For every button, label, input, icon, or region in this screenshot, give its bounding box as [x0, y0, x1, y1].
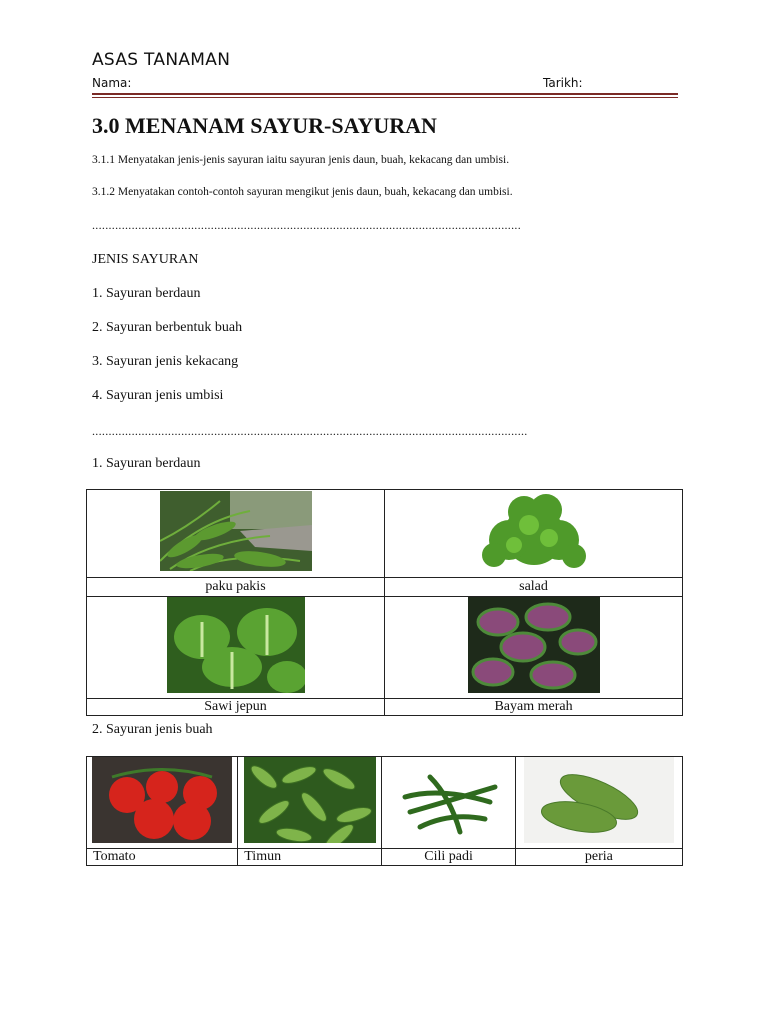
fern-photo — [160, 491, 312, 571]
section2-heading: 2. Sayuran jenis buah — [92, 722, 213, 737]
caption-cell: Cili padi — [382, 849, 515, 866]
caption-cell: paku pakis — [87, 578, 385, 597]
header-rule — [92, 93, 678, 95]
section1-heading: 1. Sayuran berdaun — [92, 456, 201, 471]
image-cell — [515, 757, 682, 849]
image-cell — [382, 757, 515, 849]
caption-cell: peria — [515, 849, 682, 866]
bitter-gourd-photo — [524, 757, 674, 843]
dotted-separator: .................................................................................................................................. — [92, 218, 521, 232]
lettuce-photo — [464, 490, 604, 572]
subject-title: ASAS TANAMAN — [92, 50, 231, 70]
objective-1: 3.1.1 Menyatakan jenis-jenis sayuran iaitu sayuran jenis daun, buah, kekacang dan umbisi. — [92, 154, 510, 166]
image-cell — [385, 490, 683, 578]
name-label: Nama: — [92, 76, 132, 90]
date-label: Tarikh: — [543, 76, 583, 90]
objective-2: 3.1.2 Menyatakan contoh-contoh sayuran mengikut jenis daun, buah, kekacang dan umbisi. — [92, 186, 513, 198]
caption-cell: Sawi jepun — [87, 699, 385, 716]
type-item: 3. Sayuran jenis kekacang — [92, 354, 239, 369]
bok-choy-photo — [167, 597, 305, 693]
chili-photo — [390, 757, 508, 843]
image-cell — [385, 597, 683, 699]
cucumber-photo — [244, 757, 376, 843]
image-cell — [238, 757, 382, 849]
caption-cell: salad — [385, 578, 683, 597]
leafy-vegetables-table — [86, 489, 683, 716]
caption-cell: Bayam merah — [385, 699, 683, 716]
dotted-separator: .................................................................................................................................... — [92, 424, 528, 438]
type-item: 2. Sayuran berbentuk buah — [92, 320, 243, 335]
image-cell — [87, 757, 238, 849]
fruit-vegetables-table — [86, 756, 683, 866]
tomato-photo — [92, 757, 232, 843]
type-item: 4. Sayuran jenis umbisi — [92, 388, 224, 403]
caption-cell: Tomato — [87, 849, 238, 866]
types-heading: JENIS SAYURAN — [92, 252, 199, 267]
image-cell — [87, 490, 385, 578]
header-rule-thin — [92, 97, 678, 98]
type-item: 1. Sayuran berdaun — [92, 286, 201, 301]
image-cell — [87, 597, 385, 699]
red-spinach-photo — [468, 597, 600, 693]
caption-cell: Timun — [238, 849, 382, 866]
page-title: 3.0 MENANAM SAYUR-SAYURAN — [92, 113, 437, 138]
